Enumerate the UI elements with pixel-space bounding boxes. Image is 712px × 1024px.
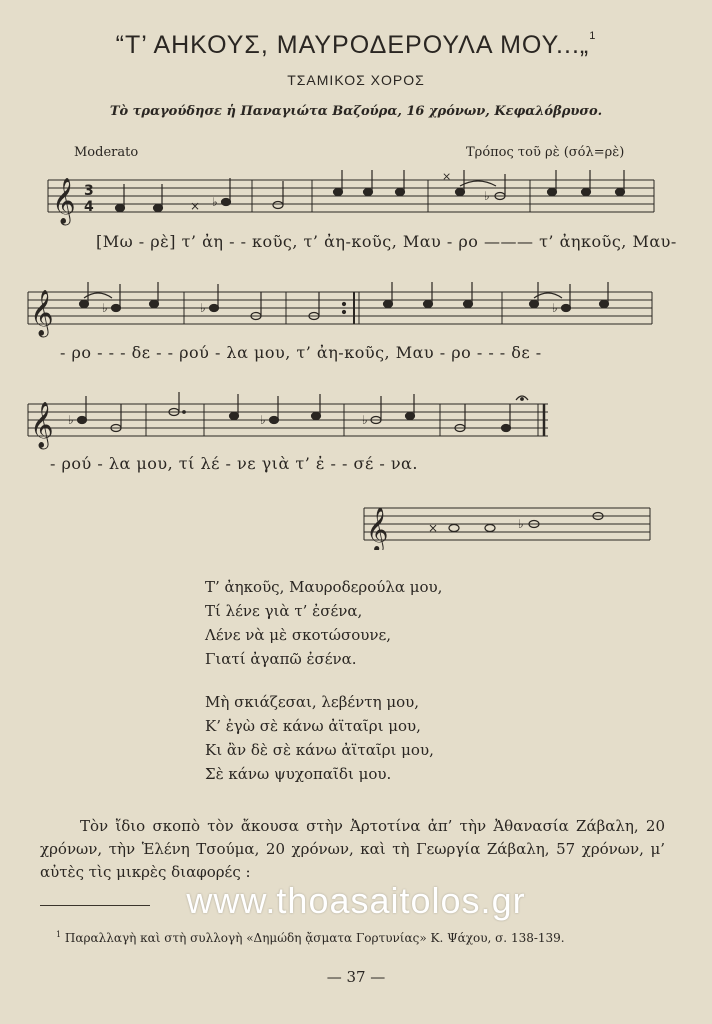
svg-text:♭: ♭ — [260, 413, 266, 427]
lyrics-line-1: [Μω - ρὲ] τ’ ἀη - - κοῦς, τ’ ἀη-κοῦς, Μαυ - ρο ——— τ’ ἀηκοῦς, Μαυ- — [96, 232, 677, 251]
svg-text:♭: ♭ — [518, 517, 524, 531]
variant-note-paragraph — [40, 815, 665, 884]
verse-line: Κ’ ἐγὼ σὲ κάνω ἀϊταῖρι μου, — [205, 717, 421, 735]
mode-marking: Τρόπος τοῦ ρὲ (σόλ=ρὲ) — [466, 145, 625, 160]
song-title — [0, 30, 712, 60]
stanza-2 — [205, 690, 434, 786]
verse-line: Τ’ ἀηκοῦς, Μαυροδερούλα μου, — [205, 578, 443, 596]
verse-line: Μὴ σκιάζεσαι, λεβέντη μου, — [205, 693, 419, 711]
tempo-marking: Moderato — [74, 145, 139, 160]
time-signature-bottom: 4 — [84, 199, 94, 215]
variant-note-text: Τὸν ἴδιο σκοπὸ τὸν ἄκουσα στὴν Ἀρτοτίνα ἀπ’ τὴν Ἀθανασία Ζάβαλη, 20 χρόνων, τὴν Ἑλένη Τσούμα, 20 χρόνων, καὶ τὴ Γεωργία Ζάβαλη, 57 χρόνων, μ’ αὐτὲς τὶς μικρὲς διαφορές : — [40, 817, 665, 881]
svg-text:♭: ♭ — [552, 301, 558, 315]
page-number: — 37 — — [326, 968, 386, 986]
footnote — [56, 930, 565, 945]
verse-line: Σὲ κάνω ψυχοπαῖδι μου. — [205, 765, 392, 783]
footnote-text: Παραλλαγὴ καὶ στὴ συλλογὴ «Δημώδη ᾄσματα Γορτυνίας» Κ. Ψάχου, σ. 138-139. — [64, 931, 565, 945]
lyrics-line-2: - ρο - - - δε - - ρού - λα μου, τ’ ἀη-κοῦς, Μαυ - ρο - - - δε - — [60, 343, 542, 362]
verse-line: Κι ἂν δὲ σὲ κάνω ἀϊταῖρι μου, — [205, 741, 434, 759]
treble-clef: 𝄞 — [366, 507, 389, 550]
stanza-1 — [205, 575, 442, 671]
svg-text:♭: ♭ — [68, 413, 74, 427]
verse-line: Λένε νὰ μὲ σκοτώσουνε, — [205, 626, 392, 644]
song-title-text: “Τ’ ΑΗΚΟΥΣ, ΜΑΥΡΟΔΕΡΟΥΛΑ ΜΟΥ...„ — [115, 31, 590, 59]
lyrics-line-3: - ρού - λα μου, τί λέ - νε γιὰ τ’ ἐ - - σέ - να. — [50, 454, 418, 473]
svg-text:♭: ♭ — [362, 413, 368, 427]
singer-credit: Τὸ τραγούδησε ἡ Παναγιώτα Βαζούρα, 16 χρόνων, Κεφαλόβρυσο. — [109, 104, 603, 119]
treble-clef: 𝄞 — [30, 402, 54, 448]
scale-staff — [362, 500, 654, 550]
footnote-mark: 1 — [56, 930, 62, 939]
watermark: www.thoasaitolos.gr — [186, 880, 526, 921]
svg-text:♭: ♭ — [200, 301, 206, 315]
svg-text:×: × — [190, 199, 201, 213]
time-signature-top: 3 — [84, 183, 94, 199]
svg-text:♭: ♭ — [484, 189, 490, 203]
svg-text:×: × — [442, 170, 452, 183]
music-staff-1 — [40, 170, 660, 240]
verse-line: Γιατί ἀγαπῶ ἐσένα. — [205, 650, 357, 668]
svg-text:♭: ♭ — [212, 195, 218, 209]
treble-clef: 𝄞 — [30, 290, 54, 336]
verse-line: Τί λένε γιὰ τ’ ἐσένα, — [205, 602, 363, 620]
music-staff-2 — [24, 280, 660, 340]
title-footnote-mark: 1 — [589, 30, 597, 42]
svg-text:♭: ♭ — [102, 301, 108, 315]
svg-text:×: × — [428, 521, 439, 535]
treble-clef: 𝄞 — [52, 178, 76, 224]
music-staff-3 — [24, 392, 554, 452]
song-subtitle: ΤΣΑΜΙΚΟΣ ΧΟΡΟΣ — [287, 72, 425, 88]
